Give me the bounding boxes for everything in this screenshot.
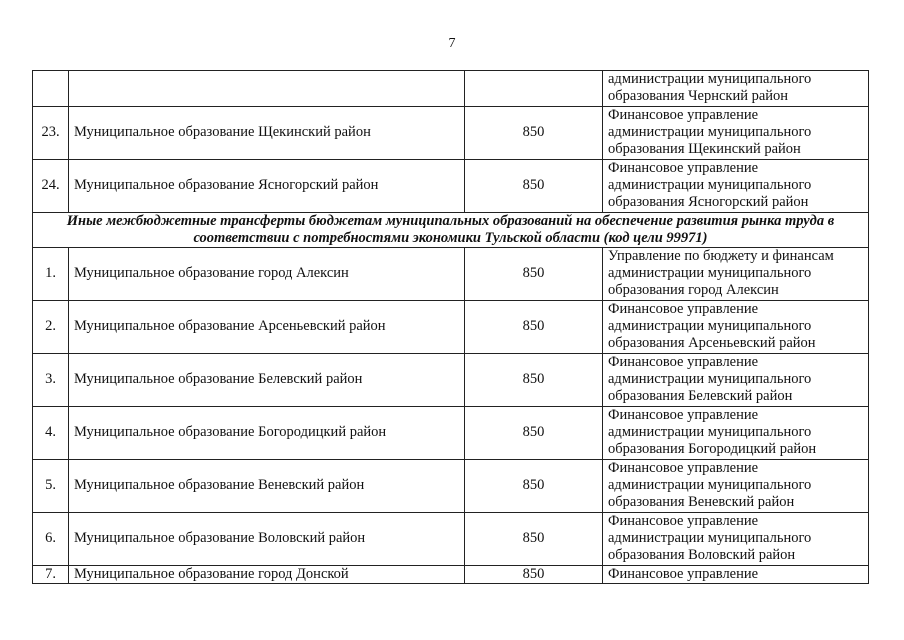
budget-code: 850 [465, 247, 603, 300]
table-row [33, 512, 869, 565]
budget-code: 850 [465, 406, 603, 459]
allocation-table [32, 70, 869, 584]
financial-authority-line: администрации муниципального [608, 529, 812, 546]
financial-authority-line: образования город Алексин [608, 282, 779, 299]
financial-authority [603, 565, 869, 583]
table-row [33, 459, 869, 512]
table-row [33, 406, 869, 459]
table-row [33, 71, 869, 107]
financial-authority-line: образования Веневский район [608, 494, 795, 511]
row-number: 6. [33, 512, 69, 565]
financial-authority-line: образования Богородицкий район [608, 441, 817, 458]
row-number [33, 71, 69, 107]
financial-authority-line: образования Арсеньевский район [608, 335, 816, 352]
row-number: 24. [33, 159, 69, 212]
budget-code: 850 [465, 565, 603, 583]
financial-authority-line: Финансовое управление [608, 406, 759, 423]
financial-authority-line: Финансовое управление [608, 106, 759, 123]
financial-authority-line: Финансовое управление [608, 159, 759, 176]
financial-authority-line: администрации муниципального [608, 123, 812, 140]
municipality-name: Муниципальное образование Арсеньевский район [69, 300, 465, 353]
budget-code: 850 [465, 300, 603, 353]
financial-authority-line: образования Ясногорский район [608, 194, 809, 211]
financial-authority-line: образования Воловский район [608, 547, 796, 564]
municipality-name: Муниципальное образование Ясногорский район [69, 159, 465, 212]
municipality-name: Муниципальное образование Веневский район [69, 459, 465, 512]
budget-code: 850 [465, 106, 603, 159]
financial-authority-line: администрации муниципального [608, 317, 812, 334]
financial-authority-line: администрации муниципального [608, 476, 812, 493]
municipality-name [69, 71, 465, 107]
financial-authority-line: Финансовое управление [608, 565, 759, 582]
row-number: 7. [33, 565, 69, 583]
financial-authority [603, 406, 869, 459]
table-row [33, 106, 869, 159]
financial-authority [603, 247, 869, 300]
municipality-name: Муниципальное образование Щекинский район [69, 106, 465, 159]
table-row [33, 300, 869, 353]
municipality-name: Муниципальное образование Белевский район [69, 353, 465, 406]
table-row [33, 565, 869, 583]
financial-authority-line: Финансовое управление [608, 512, 759, 529]
municipality-name: Муниципальное образование Воловский район [69, 512, 465, 565]
financial-authority-line: Финансовое управление [608, 459, 759, 476]
section-heading-row [33, 212, 869, 247]
page-number: 7 [448, 36, 456, 51]
municipality-name: Муниципальное образование Богородицкий район [69, 406, 465, 459]
financial-authority [603, 512, 869, 565]
municipality-name: Муниципальное образование город Донской [69, 565, 465, 583]
financial-authority-line: администрации муниципального [608, 423, 812, 440]
financial-authority-line: образования Белевский район [608, 388, 793, 405]
row-number: 4. [33, 406, 69, 459]
row-number: 23. [33, 106, 69, 159]
financial-authority [603, 353, 869, 406]
financial-authority-line: администрации муниципального [608, 71, 812, 87]
financial-authority-line: администрации муниципального [608, 370, 812, 387]
row-number: 2. [33, 300, 69, 353]
financial-authority-line: образования Щекинский район [608, 141, 801, 158]
row-number: 5. [33, 459, 69, 512]
financial-authority-line: Управление по бюджету и финансам [608, 247, 834, 264]
table-row [33, 247, 869, 300]
table-row [33, 353, 869, 406]
financial-authority-line: администрации муниципального [608, 176, 812, 193]
budget-code: 850 [465, 159, 603, 212]
financial-authority [603, 159, 869, 212]
budget-code: 850 [465, 512, 603, 565]
financial-authority [603, 106, 869, 159]
financial-authority-line: администрации муниципального [608, 264, 812, 281]
financial-authority [603, 71, 869, 107]
financial-authority [603, 459, 869, 512]
financial-authority [603, 300, 869, 353]
financial-authority-line: образования Чернский район [608, 88, 789, 105]
budget-code [465, 71, 603, 107]
table-body [33, 71, 869, 584]
budget-code: 850 [465, 459, 603, 512]
municipality-name: Муниципальное образование город Алексин [69, 247, 465, 300]
row-number: 3. [33, 353, 69, 406]
financial-authority-line: Финансовое управление [608, 353, 759, 370]
row-number: 1. [33, 247, 69, 300]
budget-code: 850 [465, 353, 603, 406]
financial-authority-line: Финансовое управление [608, 300, 759, 317]
section-heading: Иные межбюджетные трансферты бюджетам муниципальных образований на обеспечение развития рынка труда в соответствии с потребностями экономики Тульской области (код цели 99971) [33, 212, 869, 247]
table-row [33, 159, 869, 212]
